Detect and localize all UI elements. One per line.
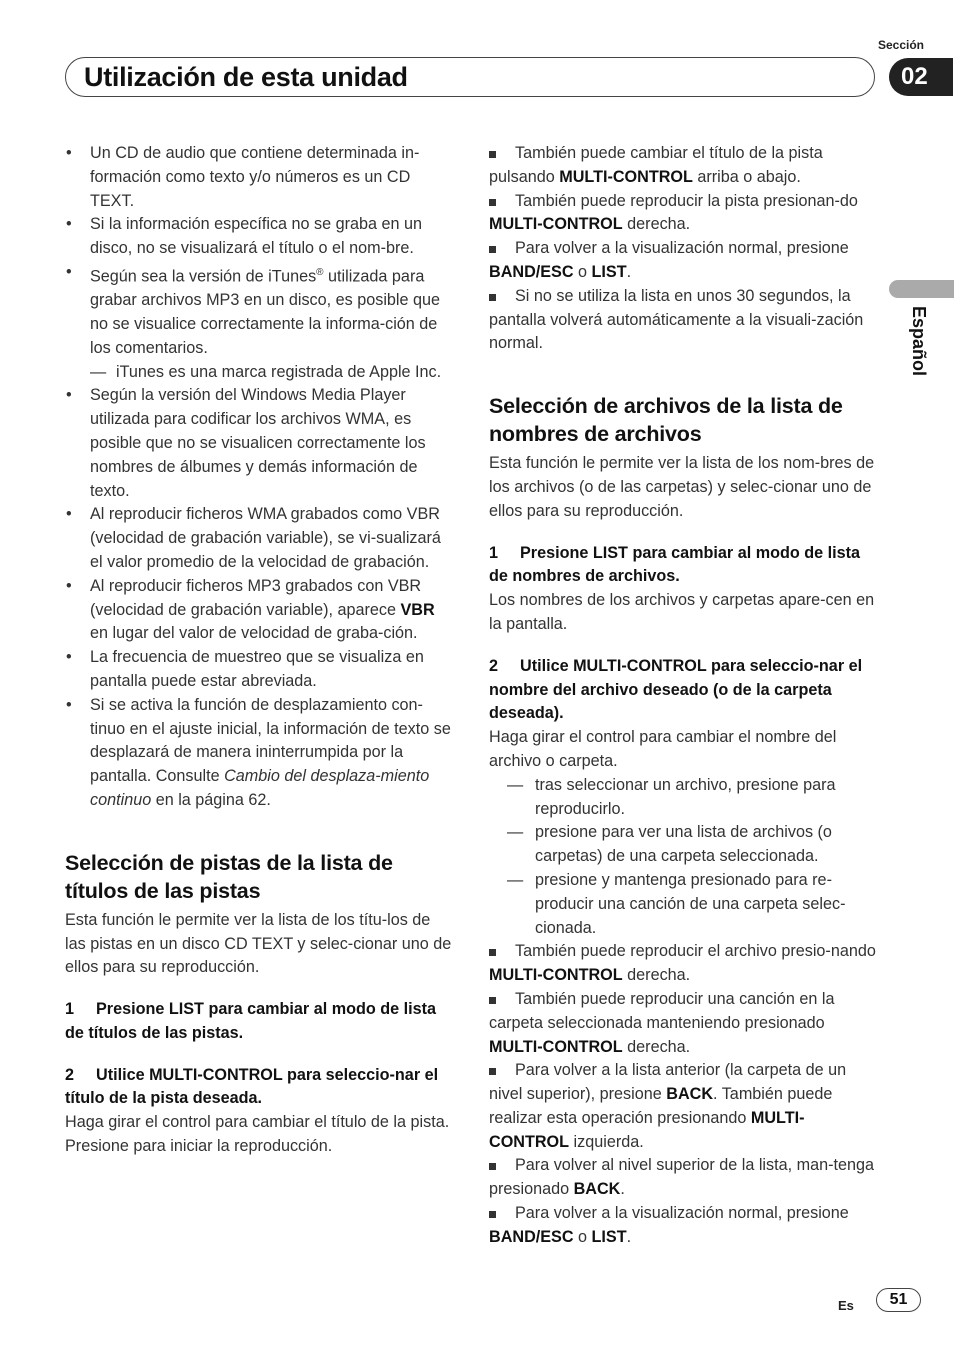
note-itunes-trademark: — iTunes es una marca registrada de Apple Inc.	[65, 361, 453, 385]
step-2-body-file-names: Haga girar el control para cambiar el nombre del archivo o carpeta.	[489, 728, 837, 770]
step-1-body-file-names: Los nombres de los archivos y carpetas apare-cen en la pantalla.	[489, 591, 875, 633]
note-return-normal-2: Para volver a la visualización normal, presione BAND/ESC o LIST.	[489, 1202, 881, 1250]
bullet-wma-vbr: • Al reproducir ficheros WMA grabados como VBR (velocidad de grabación variable), se vi-sualizará el valor promedio de la velocidad de grabación.	[65, 503, 453, 574]
language-tab-marker	[889, 280, 954, 298]
section-intro-file-names: Esta función le permite ver la lista de los nom-bres de los archivos (o de las carpetas) y selec-cionar uno de ellos para su reproducción.	[489, 454, 875, 520]
note-top-level: Para volver al nivel superior de la lista, man-tenga presionado BACK.	[489, 1154, 881, 1202]
language-side-label: Español	[909, 306, 929, 377]
page-title: Utilización de esta unidad	[84, 62, 408, 92]
step-2-body-track-titles: Haga girar el control para cambiar el título de la pista. Presione para iniciar la reproducción.	[65, 1113, 450, 1156]
dash-folder-list: — presione para ver una lista de archivos (o carpetas) de una carpeta seleccionada.	[489, 821, 881, 869]
bullet-cd-text: • Un CD de audio que contiene determinada in-formación como texto y/o números es un CD TEXT.	[65, 142, 453, 213]
step-1-track-titles: 1 Presione LIST para cambiar al modo de lista de títulos de las pistas.	[65, 1000, 437, 1042]
bullet-itunes: • Según sea la versión de iTunes® utilizada para grabar archivos MP3 en un disco, es posible que no se visualice correctamente la informa-ción de los comentarios.	[65, 261, 453, 361]
right-column	[489, 142, 881, 1250]
section-label: Sección	[877, 38, 925, 52]
step-2-track-titles: 2 Utilice MULTI-CONTROL para seleccio-nar el título de la pista deseada.	[65, 1065, 439, 1108]
note-play-track: También puede reproducir la pista presionan-do MULTI-CONTROL derecha.	[489, 190, 881, 238]
bullet-continuous-scroll: • Si se activa la función de desplazamiento con-tinuo en el ajuste inicial, la información de texto se desplazará de manera ininterrumpida por la pantalla. Consulte Cambio del desplaza-miento continuo en la página 62.	[65, 694, 453, 813]
bullet-no-info: • Si la información específica no se graba en un disco, no se visualizará el título o el nom-bre.	[65, 213, 453, 261]
left-column	[65, 142, 453, 1159]
section-intro-track-titles: Esta función le permite ver la lista de los títu-los de las pistas en un disco CD TEXT y selec-cionar uno de ellos para su reproducción.	[65, 910, 452, 977]
page-number: 51	[876, 1288, 921, 1312]
note-previous-list: Para volver a la lista anterior (la carpeta de un nivel superior), presione BACK. También puede realizar esta operación presionando MULTI-CONTROL izquierda.	[489, 1059, 881, 1154]
footer-language-code: Es	[838, 1298, 854, 1313]
section-heading-file-names: Selección de archivos de la lista de nombres de archivos	[489, 394, 843, 447]
dash-press-hold: — presione y mantenga presionado para re-producir una canción de una carpeta selec-cionada.	[489, 869, 881, 940]
note-play-song-folder: También puede reproducir una canción en la carpeta seleccionada manteniendo presionado MULTI-CONTROL derecha.	[489, 988, 881, 1059]
note-timeout: Si no se utiliza la lista en unos 30 segundos, la pantalla volverá automáticamente a la visuali-zación normal.	[489, 285, 881, 356]
note-return-normal: Para volver a la visualización normal, presione BAND/ESC o LIST.	[489, 237, 881, 285]
step-1-file-names: 1 Presione LIST para cambiar al modo de lista de nombres de archivos.	[489, 543, 861, 586]
step-2-file-names: 2 Utilice MULTI-CONTROL para seleccio-nar el nombre del archivo deseado (o de la carpeta deseada).	[489, 656, 863, 723]
bullet-wma-version: • Según la versión del Windows Media Player utilizada para codificar los archivos WMA, es posible que no se visualicen correctamente los nombres de álbumes y demás información de texto.	[65, 384, 453, 503]
section-heading-track-titles: Selección de pistas de la lista de títulos de las pistas	[65, 850, 393, 903]
cross-reference-link: Cambio del desplaza-miento continuo	[90, 767, 430, 809]
dash-select-file: — tras seleccionar un archivo, presione para reproducirlo.	[489, 774, 881, 822]
bullet-mp3-vbr: • Al reproducir ficheros MP3 grabados con VBR (velocidad de grabación variable), aparece VBR en lugar del valor de velocidad de graba-ción.	[65, 575, 453, 646]
section-number-badge: 02	[889, 58, 953, 96]
bullet-sampling-frequency: • La frecuencia de muestreo que se visualiza en pantalla puede estar abreviada.	[65, 646, 453, 694]
note-change-title: También puede cambiar el título de la pista pulsando MULTI-CONTROL arriba o abajo.	[489, 142, 881, 190]
note-play-file: También puede reproducir el archivo presio-nando MULTI-CONTROL derecha.	[489, 940, 881, 988]
page-header	[65, 57, 875, 97]
